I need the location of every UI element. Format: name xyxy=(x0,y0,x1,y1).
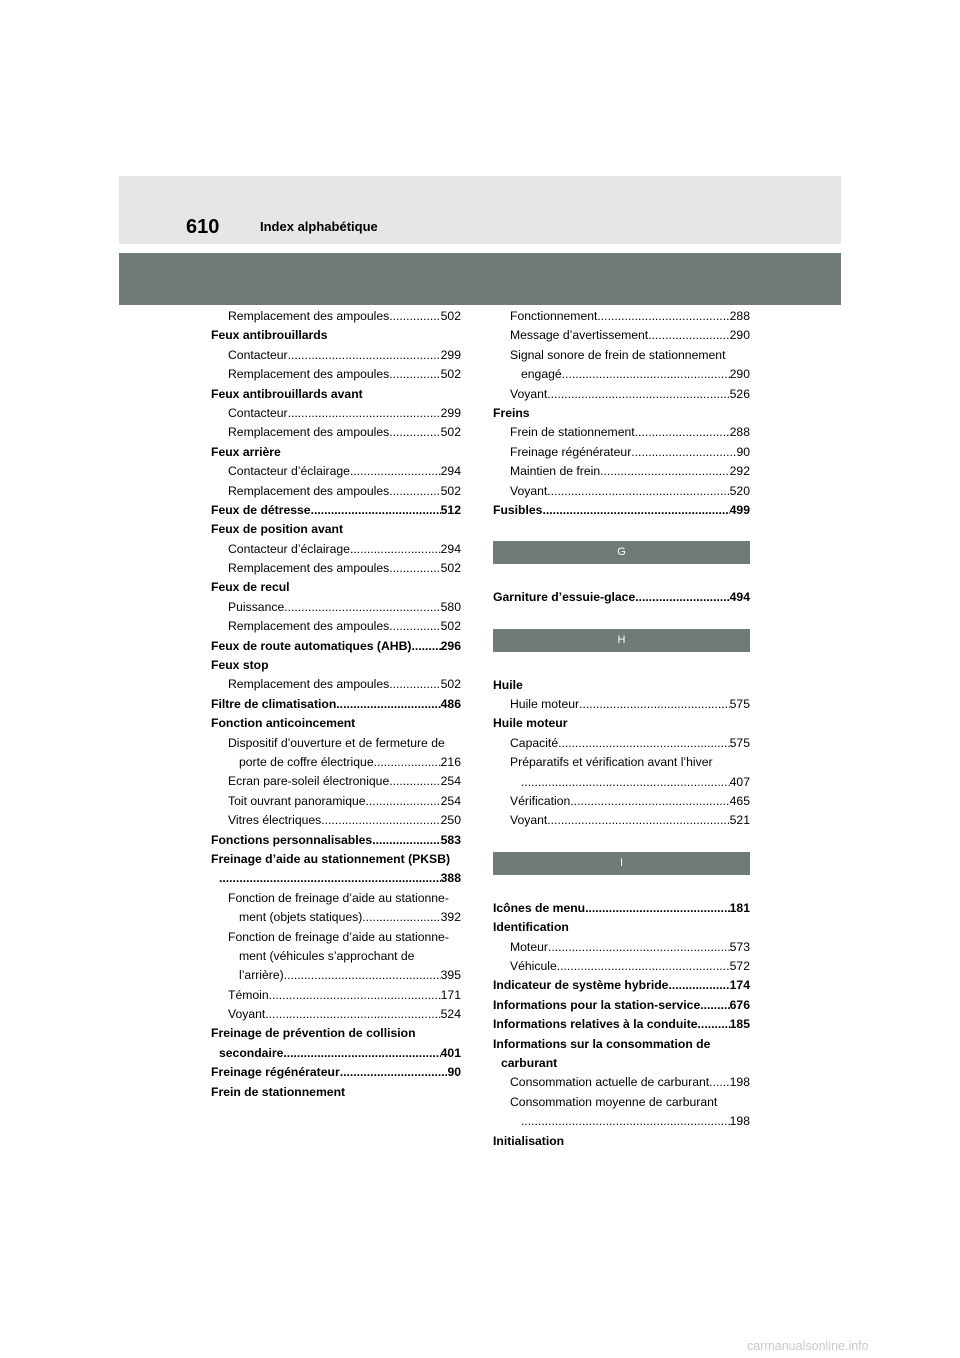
index-subentry xyxy=(211,482,461,501)
index-entry: Freinage d’aide au stationnement (PKSB) xyxy=(211,851,451,866)
index-subentry xyxy=(493,1073,750,1092)
index-column-left xyxy=(211,307,461,1102)
footer-watermark: carmanualsonline.info xyxy=(747,1339,869,1353)
index-subentry xyxy=(211,540,461,559)
leader-dots xyxy=(558,734,730,753)
index-subentry xyxy=(493,734,750,753)
entry-text: Contacteur xyxy=(228,405,288,420)
letter-section-header: H xyxy=(493,629,750,652)
letter-gap xyxy=(493,564,750,588)
leader-dots xyxy=(389,307,440,326)
entry-page-number: 502 xyxy=(440,309,461,323)
entry-text: Remplacement des ampoules xyxy=(228,425,390,440)
index-entry xyxy=(211,501,461,520)
letter-gap xyxy=(493,875,750,899)
entry-page-number: 486 xyxy=(440,696,461,711)
entry-text: Témoin xyxy=(228,987,269,1002)
leader-dots xyxy=(389,675,440,694)
index-entry: Initialisation xyxy=(493,1133,565,1148)
leader-dots xyxy=(547,811,729,830)
index-subentry xyxy=(211,423,461,442)
entry-page-number: 185 xyxy=(729,1017,750,1032)
index-subentry: Fonction de freinage d’aide au stationne- xyxy=(228,890,449,905)
entry-text: Contacteur xyxy=(228,347,288,362)
leader-dots xyxy=(635,423,730,442)
entry-text: Maintien de frein xyxy=(510,464,601,479)
index-subentry: Fonction de freinage d’aide au stationne- xyxy=(228,929,449,944)
entry-page-number: 290 xyxy=(729,328,750,343)
leader-dots xyxy=(600,462,730,481)
index-entry xyxy=(493,899,750,918)
index-subentry xyxy=(211,617,461,636)
entry-text: Consommation actuelle de carburant xyxy=(510,1075,710,1090)
index-subentry xyxy=(493,811,750,830)
leader-dots xyxy=(579,695,730,714)
entry-page-number: 292 xyxy=(729,464,750,479)
index-subentry xyxy=(493,482,750,501)
index-subentry: Signal sonore de frein de stationnement xyxy=(510,347,726,362)
entry-text: Fonctionnement xyxy=(510,309,598,323)
index-subentry xyxy=(493,938,750,957)
leader-dots xyxy=(269,986,441,1005)
entry-text: engagé xyxy=(521,367,562,382)
entry-text: Vérification xyxy=(510,794,571,809)
leader-dots xyxy=(698,1015,730,1034)
entry-page-number: 171 xyxy=(440,987,461,1002)
leader-dots xyxy=(389,772,440,791)
index-entry xyxy=(211,831,461,850)
entry-page-number: 198 xyxy=(729,1075,750,1090)
entry-page-number: 299 xyxy=(440,405,461,420)
index-subentry xyxy=(211,307,461,326)
index-entry xyxy=(211,1044,461,1063)
leader-dots xyxy=(635,588,729,607)
index-subentry: Préparatifs et vérification avant l’hiver xyxy=(510,755,713,770)
entry-page-number: 294 xyxy=(440,464,461,479)
letter-gap xyxy=(493,520,750,541)
entry-text: Garniture d’essuie-glace xyxy=(493,590,636,605)
entry-page-number: 90 xyxy=(447,1065,461,1080)
entry-text: Vitres électriques xyxy=(228,813,322,828)
index-subentry xyxy=(493,385,750,404)
leader-dots xyxy=(284,598,440,617)
index-column-right xyxy=(493,307,750,1151)
page-number: 610 xyxy=(186,216,220,238)
index-subentry xyxy=(211,675,461,694)
index-entry xyxy=(493,501,750,520)
index-entry: carburant xyxy=(501,1055,558,1070)
entry-text: Remplacement des ampoules xyxy=(228,677,390,692)
entry-page-number: 521 xyxy=(729,813,750,828)
leader-dots xyxy=(340,1063,448,1082)
leader-dots xyxy=(374,753,441,772)
index-entry: Informations sur la consommation de xyxy=(493,1036,711,1051)
index-entry xyxy=(211,637,461,656)
leader-dots xyxy=(521,773,730,792)
leader-dots xyxy=(648,326,729,345)
entry-text: Ecran pare-soleil électronique xyxy=(228,774,390,789)
index-subentry xyxy=(211,753,461,772)
entry-page-number: 526 xyxy=(729,386,750,401)
entry-page-number: 388 xyxy=(440,871,461,886)
index-entry: Freinage de prévention de collision xyxy=(211,1026,416,1041)
index-subentry xyxy=(211,986,461,1005)
entry-text: Feux de détresse xyxy=(211,502,311,517)
entry-text: Freinage régénérateur xyxy=(510,444,632,459)
index-subentry: ment (véhicules s’approchant de xyxy=(239,948,415,963)
index-entry xyxy=(493,976,750,995)
index-subentry xyxy=(493,423,750,442)
entry-page-number: 583 xyxy=(440,832,461,847)
entry-page-number: 502 xyxy=(440,677,461,692)
index-subentry: Dispositif d’ouverture et de fermeture de xyxy=(228,735,445,750)
leader-dots xyxy=(350,540,441,559)
index-entry: Feux de position avant xyxy=(211,522,344,537)
entry-text: Message d’avertissement xyxy=(510,328,649,343)
entry-page-number: 572 xyxy=(729,958,750,973)
entry-page-number: 502 xyxy=(440,367,461,382)
leader-dots xyxy=(389,559,440,578)
entry-page-number: 198 xyxy=(729,1114,750,1129)
index-subentry xyxy=(493,365,750,384)
entry-page-number: 499 xyxy=(729,502,750,517)
entry-text: Feux de route automatiques (AHB) xyxy=(211,638,412,653)
entry-page-number: 401 xyxy=(440,1045,461,1060)
entry-text: Contacteur d’éclairage xyxy=(228,541,350,556)
letter-section-header: I xyxy=(493,852,750,875)
leader-dots xyxy=(362,908,440,927)
index-subentry xyxy=(211,966,461,985)
index-subentry xyxy=(493,957,750,976)
leader-dots xyxy=(709,1073,729,1092)
index-entry xyxy=(211,869,461,888)
entry-text: Voyant xyxy=(510,813,548,828)
header-dark-band xyxy=(119,253,841,305)
entry-text: Capacité xyxy=(510,735,559,750)
leader-dots xyxy=(288,404,441,423)
index-entry xyxy=(211,1063,461,1082)
leader-dots xyxy=(284,966,441,985)
entry-page-number: 216 xyxy=(440,754,461,769)
index-subentry xyxy=(493,792,750,811)
entry-text: Freinage régénérateur xyxy=(211,1065,340,1080)
letter-gap xyxy=(493,831,750,852)
entry-page-number: 174 xyxy=(729,978,750,993)
index-subentry xyxy=(493,462,750,481)
index-entry: Huile moteur xyxy=(493,716,568,731)
leader-dots xyxy=(288,346,441,365)
index-subentry xyxy=(211,1005,461,1024)
entry-text: Contacteur d’éclairage xyxy=(228,464,350,479)
leader-dots xyxy=(597,307,729,326)
entry-page-number: 90 xyxy=(736,444,750,459)
leader-dots xyxy=(631,443,736,462)
index-entry: Feux antibrouillards xyxy=(211,328,328,343)
index-entry: Identification xyxy=(493,920,569,935)
entry-page-number: 676 xyxy=(729,997,750,1012)
leader-dots xyxy=(321,811,440,830)
index-entry: Feux arrière xyxy=(211,444,281,459)
leader-dots xyxy=(389,423,440,442)
entry-page-number: 502 xyxy=(440,425,461,440)
entry-text: Véhicule xyxy=(510,958,557,973)
index-subentry xyxy=(493,1112,750,1131)
index-subentry xyxy=(211,598,461,617)
index-subentry xyxy=(211,346,461,365)
index-subentry xyxy=(211,462,461,481)
index-entry xyxy=(493,996,750,1015)
entry-page-number: 573 xyxy=(729,939,750,954)
entry-text: Voyant xyxy=(510,483,548,498)
entry-text: Informations relatives à la conduite xyxy=(493,1017,698,1032)
entry-page-number: 254 xyxy=(440,774,461,789)
index-entry: Frein de stationnement xyxy=(211,1084,346,1099)
entry-page-number: 494 xyxy=(729,590,750,605)
entry-page-number: 290 xyxy=(729,367,750,382)
index-entry: Feux antibrouillards avant xyxy=(211,386,363,401)
entry-text: Frein de stationnement xyxy=(510,425,635,440)
index-entry: Feux de recul xyxy=(211,580,290,595)
entry-text: Huile moteur xyxy=(510,697,580,712)
index-subentry xyxy=(211,792,461,811)
header-band xyxy=(119,176,841,244)
index-subentry xyxy=(493,695,750,714)
entry-text: Remplacement des ampoules xyxy=(228,309,390,323)
entry-page-number: 395 xyxy=(440,968,461,983)
leader-dots xyxy=(336,695,440,714)
leader-dots xyxy=(311,501,441,520)
entry-text: Toit ouvrant panoramique xyxy=(228,793,366,808)
index-subentry: Consommation moyenne de carburant xyxy=(510,1094,718,1109)
index-subentry xyxy=(493,307,750,326)
index-entry xyxy=(493,1015,750,1034)
leader-dots xyxy=(585,899,730,918)
leader-dots xyxy=(557,957,730,976)
entry-text: Puissance xyxy=(228,599,285,614)
leader-dots xyxy=(350,462,441,481)
leader-dots xyxy=(700,996,729,1015)
leader-dots xyxy=(547,482,729,501)
entry-page-number: 254 xyxy=(440,793,461,808)
index-entry xyxy=(493,588,750,607)
entry-text: Fonctions personnalisables xyxy=(211,832,373,847)
index-entry: Huile xyxy=(493,677,523,692)
entry-page-number: 502 xyxy=(440,483,461,498)
leader-dots xyxy=(389,617,440,636)
leader-dots xyxy=(372,831,440,850)
entry-text: Remplacement des ampoules xyxy=(228,619,390,634)
entry-text: Moteur xyxy=(510,939,548,954)
leader-dots xyxy=(542,501,729,520)
entry-text: porte de coffre électrique xyxy=(239,754,374,769)
entry-page-number: 299 xyxy=(440,347,461,362)
entry-page-number: 294 xyxy=(440,541,461,556)
entry-text: Remplacement des ampoules xyxy=(228,483,390,498)
leader-dots xyxy=(389,482,440,501)
entry-text: Indicateur de système hybride xyxy=(493,978,669,993)
index-subentry xyxy=(211,365,461,384)
index-entry: Fonction anticoincement xyxy=(211,716,356,731)
entry-page-number: 502 xyxy=(440,619,461,634)
index-subentry xyxy=(493,773,750,792)
leader-dots xyxy=(547,385,729,404)
entry-page-number: 296 xyxy=(440,638,461,653)
letter-gap xyxy=(493,608,750,629)
entry-text: Informations pour la station-service xyxy=(493,997,701,1012)
letter-section-header: G xyxy=(493,541,750,564)
entry-page-number: 181 xyxy=(729,900,750,915)
entry-page-number: 407 xyxy=(729,774,750,789)
section-title: Index alphabétique xyxy=(260,219,378,234)
leader-dots xyxy=(283,1044,440,1063)
entry-text: l’arrière) xyxy=(239,968,284,983)
entry-text: Icônes de menu xyxy=(493,900,586,915)
leader-dots xyxy=(265,1005,440,1024)
letter-gap xyxy=(493,652,750,676)
entry-page-number: 520 xyxy=(729,483,750,498)
entry-text: Remplacement des ampoules xyxy=(228,561,390,576)
entry-page-number: 392 xyxy=(440,910,461,925)
index-subentry xyxy=(211,559,461,578)
entry-page-number: 465 xyxy=(729,794,750,809)
entry-page-number: 580 xyxy=(440,599,461,614)
index-entry: Feux stop xyxy=(211,658,269,673)
entry-page-number: 288 xyxy=(729,309,750,323)
entry-page-number: 502 xyxy=(440,561,461,576)
leader-dots xyxy=(389,365,440,384)
index-subentry xyxy=(211,908,461,927)
leader-dots xyxy=(562,365,730,384)
entry-text: Voyant xyxy=(510,386,548,401)
entry-text: Filtre de climatisation xyxy=(211,696,337,711)
leader-dots xyxy=(219,869,441,888)
entry-page-number: 288 xyxy=(729,425,750,440)
index-subentry xyxy=(493,326,750,345)
entry-page-number: 512 xyxy=(440,502,461,517)
leader-dots xyxy=(668,976,729,995)
index-entry xyxy=(211,695,461,714)
leader-dots xyxy=(366,792,441,811)
entry-text: ment (objets statiques) xyxy=(239,910,363,925)
entry-page-number: 575 xyxy=(729,735,750,750)
entry-page-number: 524 xyxy=(440,1007,461,1022)
entry-text: secondaire xyxy=(219,1045,284,1060)
entry-text: Voyant xyxy=(228,1007,266,1022)
index-subentry xyxy=(211,404,461,423)
entry-text: Fusibles xyxy=(493,502,543,517)
entry-page-number: 575 xyxy=(729,697,750,712)
leader-dots xyxy=(411,637,440,656)
leader-dots xyxy=(521,1112,730,1131)
leader-dots xyxy=(548,938,730,957)
index-subentry xyxy=(493,443,750,462)
entry-page-number: 250 xyxy=(440,813,461,828)
leader-dots xyxy=(570,792,729,811)
index-subentry xyxy=(211,772,461,791)
index-entry: Freins xyxy=(493,405,530,420)
entry-text: Remplacement des ampoules xyxy=(228,367,390,382)
index-subentry xyxy=(211,811,461,830)
